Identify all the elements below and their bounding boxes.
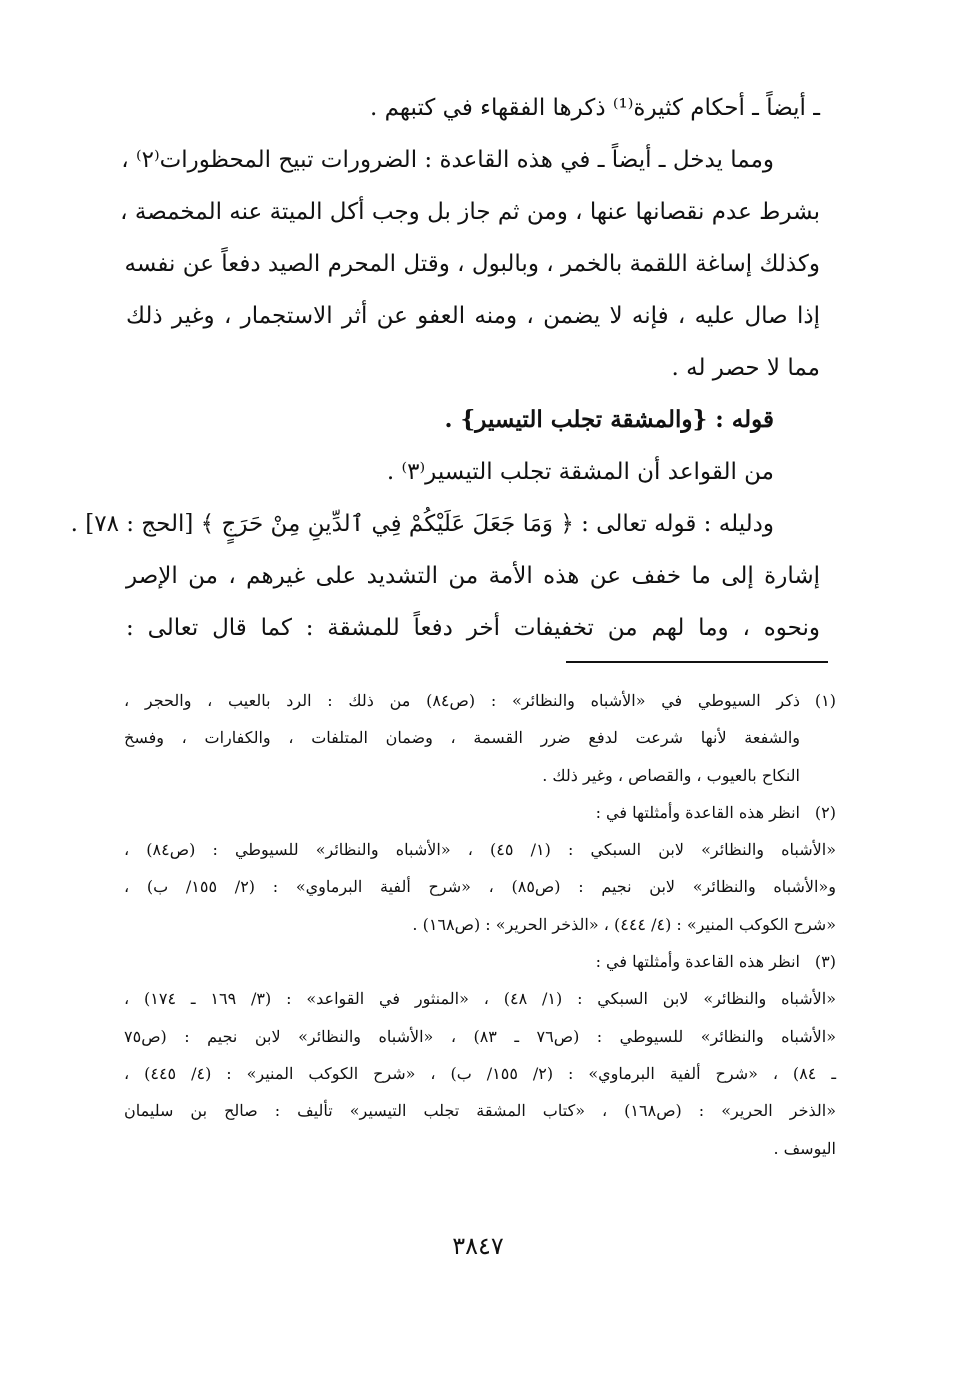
body-line: ونحوه ، وما لهم من تخفيفات أخر دفعاً للمشقة : كما قال تعالى :	[126, 615, 820, 641]
main-text	[70, 82, 820, 654]
footnote-text: ـ ٨٤) ، «شرح ألفية البرماوي» : (٢/ ١٥٥/ ب) ، «شرح الكوكب المنير» : (٤/ ٤٤٥) ،	[124, 1063, 837, 1083]
body-line: إذا صال عليه ، فإنه لا يضمن ، ومنه العفو عن أثر الاستجمار ، وغير ذلك	[126, 303, 820, 329]
footnote-text: «شرح الكوكب المنير» : (٤/ ٤٤٤) ، «الذخر الحرير» : (ص١٦٨) .	[412, 914, 836, 934]
footnote-number: (٣)	[814, 952, 836, 972]
footnote-1-line	[124, 682, 836, 719]
footnote-text: النكاح بالعيوب ، والقصاص ، وغير ذلك .	[542, 765, 800, 785]
page-number: ٣٨٤٧	[452, 1232, 504, 1260]
footnote-number: (١)	[814, 691, 836, 710]
footnote-text: «الأشباه والنظائر» لابن السبكي : (١/ ٤٨) ، «المنثور في القواعد» : (٣/ ١٦٩ ـ ١٧٤) ،	[124, 989, 836, 1009]
footnote-2-line	[124, 794, 836, 831]
body-line: ومما يدخل ـ أيضاً ـ في هذه القاعدة : الضرورات تبيح المحظورات⁽٢⁾ ،	[121, 147, 774, 173]
footnote-number: (٢)	[814, 802, 836, 822]
footnote-text: ذكر السيوطي في «الأشباه والنظائر» : (ص٨٤) من ذلك : الرد بالعيب ، والحجر ،	[124, 691, 800, 710]
footnote-text: «الذخر الحرير» : (ص١٦٨) ، «كتاب المشقة تجلب التيسير» تأليف : صالح بن سليمان	[124, 1101, 836, 1121]
body-line: ودليله : قوله تعالى : ﴿ وَمَا جَعَلَ عَلَيْكُمْ فِي ٱلدِّينِ مِنْ حَرَجٍ ﴾ [الحج : ٧٨] .	[70, 511, 774, 537]
footnote-text: «الأشباه والنظائر» لابن السبكي : (١/ ٤٥) ، «الأشباه والنظائر» للسيوطي : (ص٨٤) ،	[124, 840, 837, 860]
body-line: إشارة إلى ما خفف عن هذه الأمة من التشديد على غيرهم ، من الإصر	[126, 563, 820, 589]
footnote-text: انظر هذه القاعدة وأمثلتها في :	[595, 952, 800, 972]
footnotes	[124, 682, 836, 1167]
footnote-3-line	[124, 943, 836, 980]
body-line: مما لا حصر له .	[671, 355, 820, 381]
footnote-text: «الأشباه والنظائر» للسيوطي : (ص٧٦ ـ ٨٣) ، «الأشباه والنظائر» لابن نجيم : (ص٧٥	[124, 1026, 836, 1046]
footnote-text: والشفعة لأنها شرعت لدفع ضرر القسمة ، وضمان المتلفات ، والكفارات ، وفسخ	[124, 728, 800, 748]
footnote-text: اليوسف .	[773, 1138, 836, 1158]
footnote-separator	[566, 661, 828, 663]
footnote-text: انظر هذه القاعدة وأمثلتها في :	[595, 802, 800, 822]
body-line: قوله : {والمشقة تجلب التيسير} .	[444, 406, 774, 433]
body-line: بشرط عدم نقصانها عنها ، ومن ثم جاز بل وجب أكل الميتة عنه المخمصة ،	[120, 199, 820, 225]
body-line: من القواعد أن المشقة تجلب التيسير⁽٣⁾ .	[386, 459, 774, 485]
footnote-text: و«الأشباه والنظائر» لابن نجيم : (ص٨٥) ، «شرح ألفية البرماوي» : (٢/ ١٥٥/ ب) ،	[124, 877, 837, 897]
body-line: ـ أيضاً ـ أحكام كثيرة⁽¹⁾ ذكرها الفقهاء في كتبهم .	[369, 95, 820, 121]
body-line: وكذلك إساغة اللقمة بالخمر ، وبالبول ، وقتل المحرم الصيد دفعاً عن نفسه	[124, 251, 820, 277]
